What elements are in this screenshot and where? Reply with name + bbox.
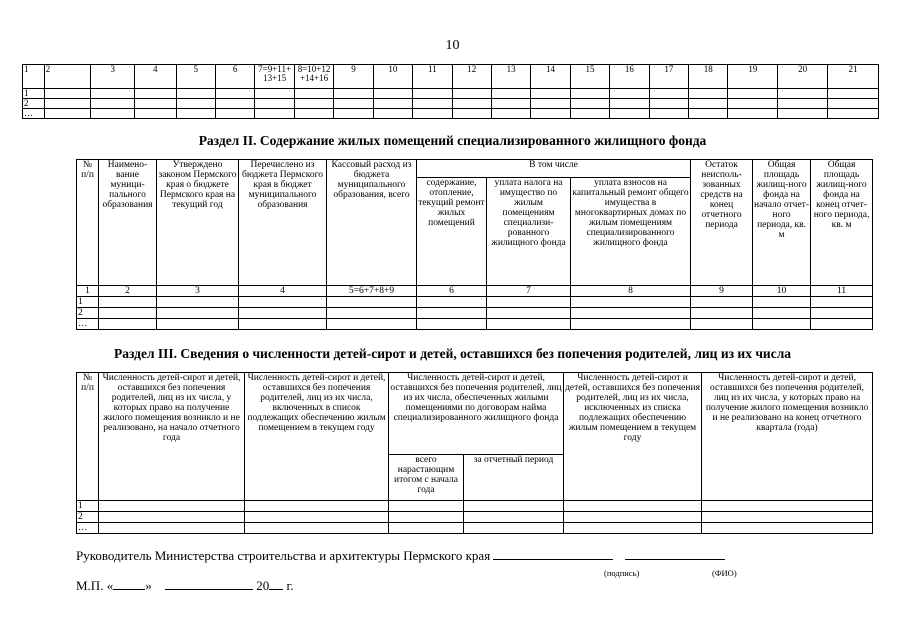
col-provided-housing: Численность детей-сирот и детей, оставшихся без попечения родителей, лиц из их числа, обеспеченных жилыми помещениями по договорам найма специализированного жилищного фонда [389, 373, 564, 455]
col-remainder: Остаток неисполь-зованных средств на конец отчетного периода [691, 160, 753, 286]
mp-close: » [145, 578, 152, 593]
table-3-row-num: 1 [77, 501, 99, 512]
col-total-cumulative: всего нарастающим итогом с начала года [389, 455, 464, 501]
col-municipality: Наимено-вание муници-пального образования [99, 160, 157, 286]
table-1-col-number: 8=10+12+14+16 [294, 65, 333, 89]
table-2-col-number: 2 [99, 286, 157, 297]
sign-caption: (подпись) [604, 568, 640, 578]
table-1-col-number: 21 [828, 65, 879, 89]
table-1-col-number: 11 [413, 65, 452, 89]
table-1-col-number: 15 [570, 65, 609, 89]
col-included-list: Численность детей-сирот и детей, оставшихся без попечения родителей, лиц из их числа, включенных в список подлежащих обеспечению жилым помещением в текущем году [245, 373, 389, 501]
table-1-col-number: 9 [334, 65, 373, 89]
table-1-col-number: 12 [452, 65, 491, 89]
name-field[interactable] [625, 559, 725, 560]
head-title: Руководитель Министерства строительства и архитектуры Пермского края [76, 548, 491, 563]
year-suffix: г. [286, 578, 294, 593]
table-1-col-number: 6 [215, 65, 254, 89]
col-property-tax: уплата налога на имущество по жилым помещениям специализи-рованного жилищного фонда [487, 178, 571, 286]
name-caption: (ФИО) [712, 568, 737, 578]
table-1-col-number: 4 [135, 65, 177, 89]
table-3-row-num: 2 [77, 512, 99, 523]
table-1-row-num: 2 [23, 99, 45, 109]
col-area-end: Общая площадь жилищ-ного фонда на конец отчет-ного периода, кв. м [811, 160, 873, 286]
col-capital-repair: уплата взносов на капитальный ремонт общего имущества в многоквартирных домах по жилым помещениям специализированного жилищного фонда [571, 178, 691, 286]
col-cash-expense: Кассовый расход из бюджета муниципального образования, всего [327, 160, 417, 286]
table-2-col-number: 1 [77, 286, 99, 297]
col-unrealized-start: Численность детей-сирот и детей, оставшихся без попечения родителей, лиц из их числа, у которых право на получение жилого помещения возникло и не реализовано, на начало отчетного года [99, 373, 245, 501]
table-2-col-number: 3 [157, 286, 239, 297]
table-1-col-number: 10 [373, 65, 412, 89]
table-section-3 [76, 372, 873, 534]
table-1-row-num: 1 [23, 89, 45, 99]
table-3-row-num: … [77, 523, 99, 534]
table-2-col-number: 4 [239, 286, 327, 297]
signature-field[interactable] [493, 559, 613, 560]
table-1-col-number: 19 [728, 65, 778, 89]
section-2-title: Раздел II. Содержание жилых помещений специализированного жилищного фонда [198, 133, 707, 148]
table-2-col-number: 11 [811, 286, 873, 297]
table-1-col-number: 14 [531, 65, 570, 89]
table-section-2 [76, 159, 873, 330]
table-1-col-number: 7=9+11+13+15 [255, 65, 294, 89]
mp-label: М.П. « [76, 578, 114, 593]
col-maintenance: содержание, отопление, текущий ремонт жилых помещений [417, 178, 487, 286]
table-2-col-number: 5=6+7+8+9 [327, 286, 417, 297]
day-field[interactable] [113, 589, 145, 590]
table-1-col-number: 17 [649, 65, 688, 89]
table-1-col-number: 20 [778, 65, 828, 89]
table-1-col-number: 16 [610, 65, 649, 89]
table-1-col-number: 18 [689, 65, 728, 89]
col-num: № п/п [77, 160, 99, 286]
col-transferred: Перечислено из бюджета Пермского края в бюджет муниципального образования [239, 160, 327, 286]
table-2-col-number: 7 [487, 286, 571, 297]
section-3-title: Раздел III. Сведения о численности детей-сирот и детей, оставшихся без попечения родителей, лиц из их числа [113, 346, 792, 361]
col-excluded-list: Численность детей-сирот и детей, оставшихся без попечения родителей, лиц из их числа, исключенных из списка подлежащих обеспечению жилым помещением в текущем году [564, 373, 702, 501]
col-including: В том числе [417, 160, 691, 178]
table-1-col-number: 3 [91, 65, 135, 89]
page-number: 10 [445, 38, 460, 53]
year-field[interactable] [269, 589, 283, 590]
table-1 [22, 64, 879, 119]
table-1-row-num: … [23, 109, 45, 119]
table-1-col-number: 13 [491, 65, 530, 89]
stamp-line [76, 578, 294, 594]
table-2-col-number: 9 [691, 286, 753, 297]
signature-line [76, 548, 725, 564]
table-2-row-num: 2 [77, 308, 99, 319]
table-2-col-number: 6 [417, 286, 487, 297]
table-2-row-num: … [77, 319, 99, 330]
table-2-row-num: 1 [77, 297, 99, 308]
month-field[interactable] [165, 589, 253, 590]
table-1-col-number: 5 [176, 65, 215, 89]
table-2-col-number: 10 [753, 286, 811, 297]
col-num: № п/п [77, 373, 99, 501]
year-prefix: 20 [256, 578, 270, 593]
table-2-col-number: 8 [571, 286, 691, 297]
table-1-col-number: 1 [23, 65, 45, 89]
table-1-col-number: 2 [44, 65, 91, 89]
col-unrealized-end: Численность детей-сирот и детей, оставшихся без попечения родителей, лиц из их числа, у которых право на получение жилого помещения возникло и не реализовано на конец отчетного квартала (года) [702, 373, 873, 501]
col-approved: Утверждено законом Пермского края о бюджете Пермского края на текущий год [157, 160, 239, 286]
col-area-start: Общая площадь жилищ-ного фонда на начало отчет-ного периода, кв. м [753, 160, 811, 286]
col-reporting-period: за отчетный период [464, 455, 564, 501]
